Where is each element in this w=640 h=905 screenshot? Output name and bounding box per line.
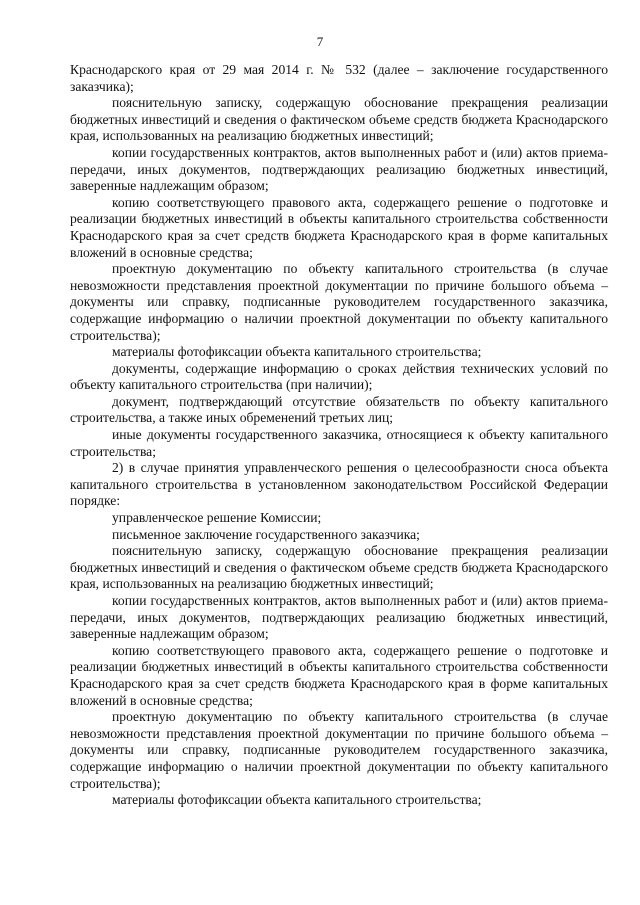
paragraph-contract-copies: копии государственных контрактов, актов выполненных работ и (или) актов приема-передачи, иных документов, подтверждающих реализацию бюджетных инвестиций, заверенные надлежащим образом; xyxy=(70,144,608,194)
paragraph-project-documentation-2: проектную документацию по объекту капитального строительства (в случае невозможности представления проектной документации по причине большого объема – документы или справку, подписанные руководителем государственного заказчика, содержащие информацию о наличии проектной документации по объекту капитального строительства); xyxy=(70,709,608,791)
paragraph-other-documents: иные документы государственного заказчика, относящиеся к объекту капитального строительства; xyxy=(70,427,608,459)
paragraph-continuation: Краснодарского края от 29 мая 2014 г. № 532 (далее – заключение государственного заказчика); xyxy=(70,62,608,94)
paragraph-demolition-case: 2) в случае принятия управленческого решения о целесообразности сноса объекта капитального строительства в установленном законодательством Российской Федерации порядке: xyxy=(70,460,608,509)
paragraph-project-documentation: проектную документацию по объекту капитального строительства (в случае невозможности представления проектной документации по причине большого объема – документы или справку, подписанные руководителем государственного заказчика, содержащие информацию о наличии проектной документации по объекту капитального строительства); xyxy=(70,261,608,343)
paragraph-explanatory-note: пояснительную записку, содержащую обоснование прекращения реализации бюджетных инвестиций и сведения о фактическом объеме средств бюджета Краснодарского края, использованных на реализацию бюджетных инвестиций; xyxy=(70,95,608,144)
paragraph-commission-decision: управленческое решение Комиссии; xyxy=(112,510,322,526)
page-number: 7 xyxy=(316,34,324,49)
paragraph-explanatory-note-2: пояснительную записку, содержащую обоснование прекращения реализации бюджетных инвестиций и сведения о фактическом объеме средств бюджета Краснодарского края, использованных на реализацию бюджетных инвестиций; xyxy=(70,543,608,592)
paragraph-contract-copies-2: копии государственных контрактов, актов выполненных работ и (или) актов приема-передачи, иных документов, подтверждающих реализацию бюджетных инвестиций, заверенные надлежащим образом; xyxy=(70,593,608,642)
paragraph-technical-conditions: документы, содержащие информацию о сроках действия технических условий по объекту капитального строительства (при наличии); xyxy=(70,360,608,393)
paragraph-photo-materials: материалы фотофиксации объекта капитального строительства; xyxy=(112,344,482,360)
document-body xyxy=(70,62,608,809)
paragraph-written-conclusion: письменное заключение государственного заказчика; xyxy=(112,526,420,542)
paragraph-no-obligations: документ, подтверждающий отсутствие обязательств по объекту капитального строительства, а также иных обременений третьих лиц; xyxy=(70,393,608,426)
paragraph-legal-act-copy: копию соответствующего правового акта, содержащего решение о подготовке и реализации бюджетных инвестиций в объекты капитального строительства собственности Краснодарского края за счет средств бюджета Краснодарского края в форме капитальных вложений в основные средства; xyxy=(70,194,608,260)
paragraph-photo-materials-2: материалы фотофиксации объекта капитального строительства; xyxy=(112,792,482,808)
paragraph-legal-act-copy-2: копию соответствующего правового акта, содержащего решение о подготовке и реализации бюджетных инвестиций в объекты капитального строительства собственности Краснодарского края за счет средств бюджета Краснодарского края в форме капитальных вложений в основные средства; xyxy=(70,642,608,708)
